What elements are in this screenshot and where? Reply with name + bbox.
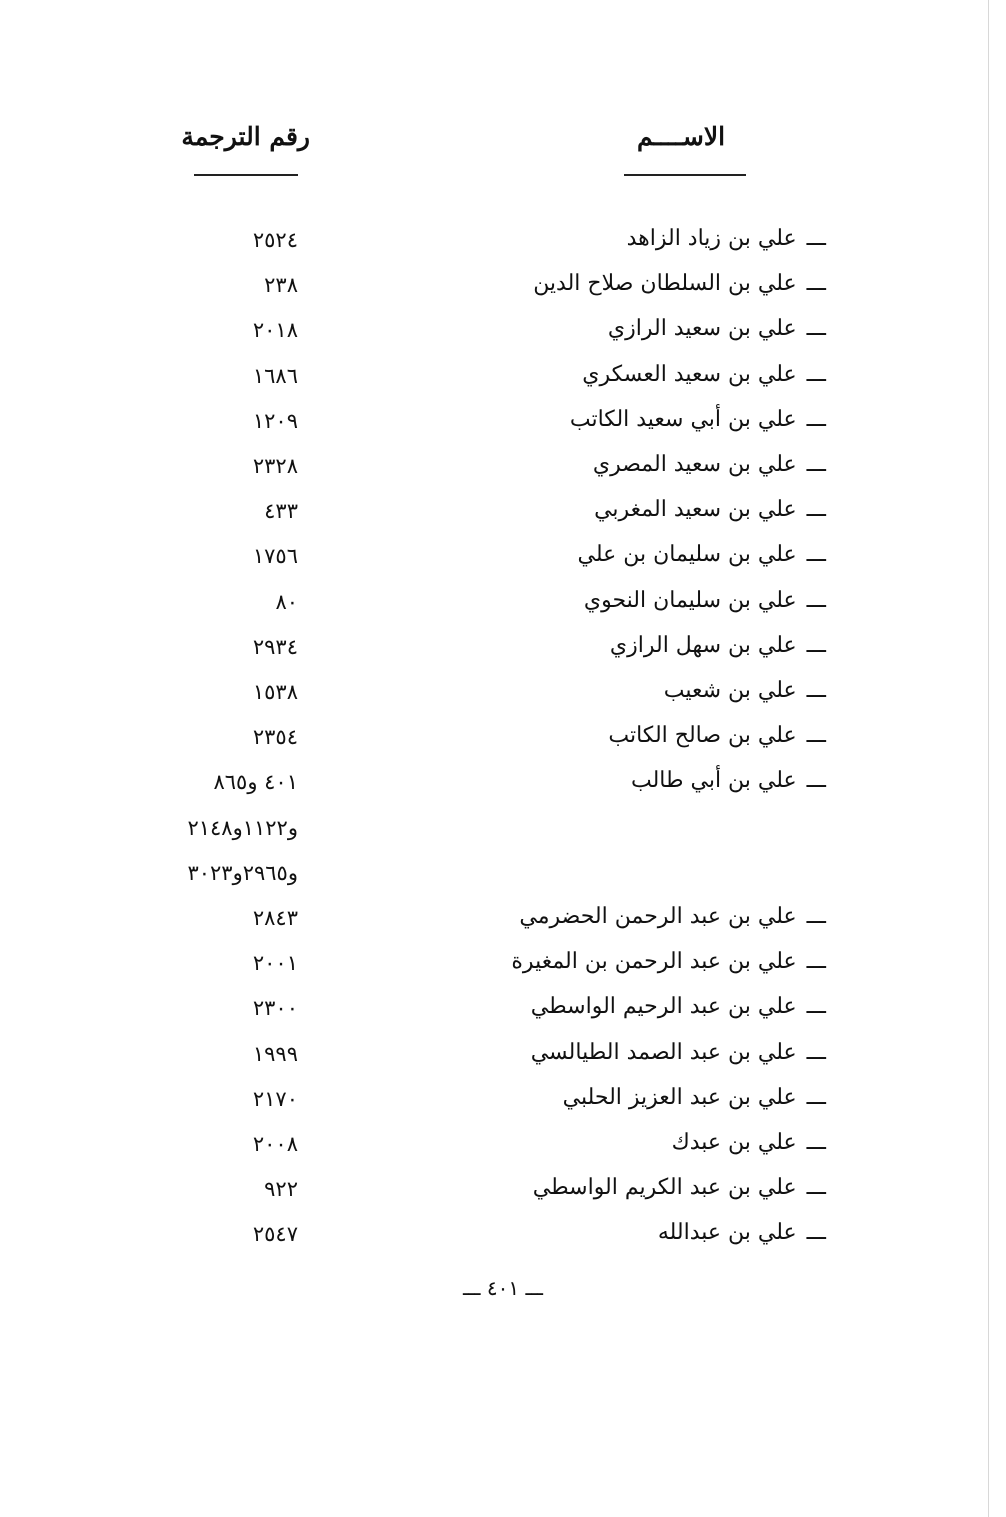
entry-name [446, 1085, 826, 1110]
entry-dash: ـــ [806, 1130, 826, 1155]
entry-name [446, 362, 826, 387]
entry-number: ٢٠٠٨ [252, 1132, 298, 1156]
entry-number: ١٩٩٩ [252, 1042, 298, 1066]
entry-dash: ـــ [806, 452, 826, 477]
entry-name [446, 588, 826, 613]
entry-name-text: علي بن عبدك [671, 1130, 797, 1155]
entry-name-text: علي بن عبدالله [657, 1220, 797, 1245]
entry-dash: ـــ [806, 1175, 826, 1200]
entry-dash: ـــ [806, 768, 826, 793]
entry-number: ١٦٨٦ [252, 364, 298, 388]
entry-name-text: علي بن عبد الرحيم الواسطي [530, 994, 797, 1019]
entry-name [446, 407, 826, 432]
entry-number: ١٧٥٦ [252, 544, 298, 568]
entry-name-text: علي بن عبد الرحمن بن المغيرة [511, 949, 797, 974]
entry-name-text: علي بن زياد الزاهد [626, 226, 797, 251]
entry-name [446, 904, 826, 929]
entry-name-text: علي بن سعيد العسكري [582, 362, 797, 387]
entry-dash: ـــ [806, 407, 826, 432]
entry-name-text: علي بن أبي طالب [630, 768, 797, 793]
entry-name [446, 949, 826, 974]
entry-name [446, 542, 826, 567]
entry-name [446, 1040, 826, 1065]
entry-number: ٢٥٢٤ [252, 228, 298, 252]
entry-name-text: علي بن السلطان صلاح الدين [533, 271, 797, 296]
entry-name-text: علي بن سهل الرازي [609, 633, 797, 658]
entry-number: و٢٩٦٥و٣٠٢٣ [187, 861, 298, 885]
name-column-header: الاســــم [636, 122, 726, 151]
entry-number: ١٥٣٨ [252, 680, 298, 704]
entry-number: و١١٢٢و٢١٤٨ [187, 816, 298, 840]
entry-name-text: علي بن عبد الصمد الطيالسي [530, 1040, 797, 1065]
entry-name-text: علي بن سليمان النحوي [583, 588, 797, 613]
entry-dash: ـــ [806, 226, 826, 251]
entry-dash: ـــ [806, 1220, 826, 1245]
entry-number: ٩٢٢ [264, 1177, 298, 1201]
entry-name-text: علي بن أبي سعيد الكاتب [569, 407, 797, 432]
entry-name [446, 497, 826, 522]
entry-number: ٢٣٢٨ [252, 454, 298, 478]
entry-name-text: علي بن سعيد المغربي [594, 497, 797, 522]
entry-dash: ـــ [806, 316, 826, 341]
entry-number: ٤٣٣ [264, 499, 298, 523]
entry-dash: ـــ [806, 994, 826, 1019]
entry-number: ٢١٧٠ [252, 1087, 298, 1111]
entry-name [446, 316, 826, 341]
entry-dash: ـــ [806, 542, 826, 567]
entry-number: ٢٠١٨ [252, 318, 298, 342]
entry-name [446, 723, 826, 748]
entry-number: ٨٠ [275, 590, 298, 614]
entry-dash: ـــ [806, 1040, 826, 1065]
entry-name-text: علي بن شعيب [663, 678, 797, 703]
entry-number: ٢٣٠٠ [252, 996, 298, 1020]
page-number: ـــ ٤٠١ ـــ [462, 1276, 544, 1300]
name-header-underline [624, 174, 746, 176]
entry-number: ٢٣٥٤ [252, 725, 298, 749]
entry-name-text: علي بن عبد العزيز الحلبي [562, 1085, 797, 1110]
entry-name-text: علي بن سعيد المصري [592, 452, 797, 477]
entry-name [446, 271, 826, 296]
entry-name [446, 633, 826, 658]
entry-dash: ـــ [806, 1085, 826, 1110]
entry-name-text: علي بن سليمان بن علي [577, 542, 797, 567]
entry-dash: ـــ [806, 362, 826, 387]
entry-dash: ـــ [806, 904, 826, 929]
entry-dash: ـــ [806, 497, 826, 522]
entry-name [446, 226, 826, 251]
entry-name [446, 1175, 826, 1200]
entry-dash: ـــ [806, 678, 826, 703]
entry-name [446, 994, 826, 1019]
entry-name-text: علي بن سعيد الرازي [607, 316, 797, 341]
number-header-underline [194, 174, 298, 176]
number-column-header: رقم الترجمة [181, 122, 310, 151]
entry-dash: ـــ [806, 271, 826, 296]
entry-number: ٤٠١ و٨٦٥ [213, 770, 298, 794]
entry-name [446, 452, 826, 477]
entry-number: ٢٨٤٣ [252, 906, 298, 930]
entry-name [446, 1130, 826, 1155]
entry-name-text: علي بن عبد الكريم الواسطي [532, 1175, 797, 1200]
entry-number: ١٢٠٩ [252, 409, 298, 433]
entry-number: ٢٠٠١ [252, 951, 298, 975]
entry-name-text: علي بن عبد الرحمن الحضرمي [519, 904, 797, 929]
entry-dash: ـــ [806, 633, 826, 658]
entry-number: ٢٩٣٤ [252, 635, 298, 659]
entry-dash: ـــ [806, 949, 826, 974]
entry-name-text: علي بن صالح الكاتب [608, 723, 797, 748]
entry-dash: ـــ [806, 723, 826, 748]
entry-name [446, 1220, 826, 1245]
entry-number: ٢٣٨ [264, 273, 298, 297]
entry-name [446, 678, 826, 703]
page-edge-line [988, 0, 989, 1517]
entry-number: ٢٥٤٧ [252, 1222, 298, 1246]
entry-dash: ـــ [806, 588, 826, 613]
entry-name [446, 768, 826, 793]
